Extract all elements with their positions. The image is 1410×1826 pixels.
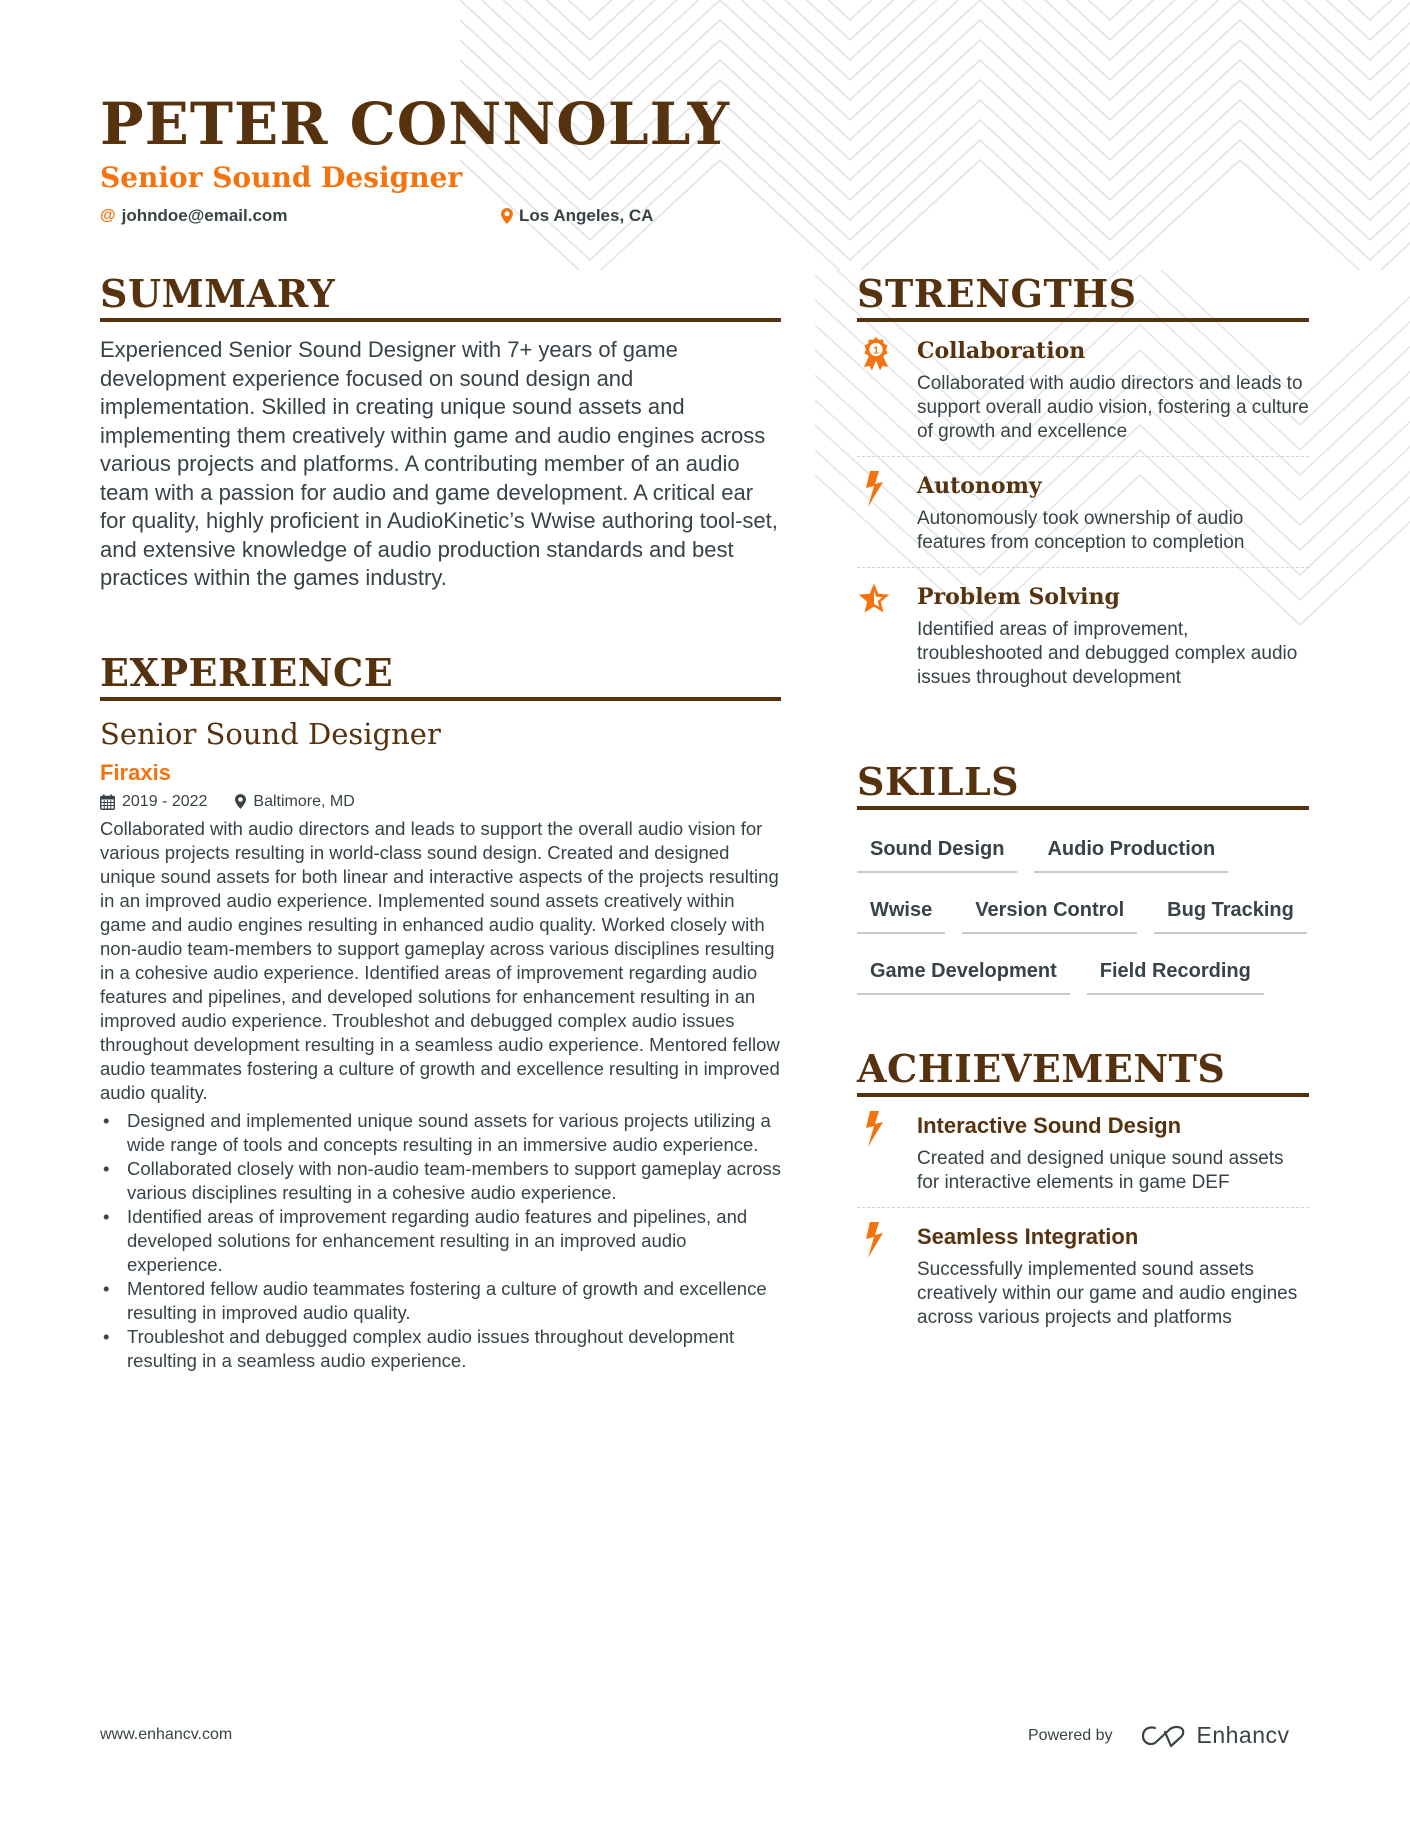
footer-powered-by bbox=[1028, 1722, 1290, 1749]
skill-tag: Bug Tracking bbox=[1154, 885, 1307, 934]
achievements-section bbox=[857, 1047, 1309, 1342]
strength-item bbox=[857, 322, 1309, 457]
job-bullet: • Identified areas of improvement regarding audio features and pipelines, and developed solutions for enhancement resulting in an improved audio experience. bbox=[100, 1205, 781, 1277]
map-pin-icon bbox=[501, 208, 513, 224]
job-location bbox=[235, 791, 354, 813]
strength-description: Autonomously took ownership of audio features from conception to completion bbox=[917, 508, 1245, 553]
email-text: johndoe@email.com bbox=[121, 206, 288, 225]
strength-title: Collaboration bbox=[917, 338, 1086, 364]
contact-location bbox=[501, 206, 653, 226]
skill-tag: Field Recording bbox=[1087, 946, 1264, 995]
job-dates bbox=[100, 791, 207, 813]
achievements-heading: ACHIEVEMENTS bbox=[857, 1047, 1309, 1097]
strength-description: Collaborated with audio directors and leads to support overall audio vision, fostering a culture of growth and excellence bbox=[917, 373, 1309, 442]
achievement-item bbox=[857, 1097, 1309, 1208]
summary-text: Experienced Senior Sound Designer with 7+ years of game development experience focused on sound design and implementation. Skilled in creating unique sound assets and implementing them creatively within game and audio engines across various projects and platforms. A contributing member of an audio team with a passion for audio and game development. A critical ear for quality, highly proficient in AudioKinetic’s Wwise authoring tool-set, and extensive knowledge of audio production standards and best practices within the games industry. bbox=[100, 337, 778, 590]
experience-entry bbox=[100, 715, 781, 1373]
strength-description: Identified areas of improvement, troubleshooted and debugged complex audio issues throughout development bbox=[917, 619, 1298, 688]
strength-title: Autonomy bbox=[917, 473, 1042, 499]
experience-heading: EXPERIENCE bbox=[100, 651, 781, 701]
achievement-title: Seamless Integration bbox=[917, 1224, 1139, 1249]
location-text: Los Angeles, CA bbox=[519, 206, 654, 225]
job-bullet: • Designed and implemented unique sound assets for various projects utilizing a wide range of tools and concepts resulting in an immersive audio experience. bbox=[100, 1109, 781, 1157]
company-name: Firaxis bbox=[100, 759, 171, 785]
experience-section bbox=[100, 651, 781, 1373]
at-icon: @ bbox=[100, 207, 116, 224]
job-bullet: • Troubleshot and debugged complex audio issues throughout development resulting in a seamless audio experience. bbox=[100, 1325, 781, 1373]
skill-tag: Audio Production bbox=[1034, 824, 1228, 873]
job-title: Senior Sound Designer bbox=[100, 716, 441, 751]
award-ribbon-icon bbox=[861, 336, 891, 372]
skill-tag: Wwise bbox=[857, 885, 945, 934]
summary-section bbox=[100, 272, 781, 593]
svg-text:1: 1 bbox=[873, 345, 879, 357]
contact-email[interactable] bbox=[100, 206, 501, 226]
strengths-section bbox=[857, 272, 1309, 702]
enhancv-logo[interactable] bbox=[1141, 1722, 1290, 1749]
enhancv-logo-icon bbox=[1141, 1724, 1187, 1748]
achievement-item bbox=[857, 1208, 1309, 1342]
achievement-description: Created and designed unique sound assets for interactive elements in game DEF bbox=[917, 1148, 1284, 1193]
skill-tag: Version Control bbox=[962, 885, 1137, 934]
contact-info bbox=[100, 206, 800, 226]
skills-section bbox=[857, 760, 1309, 995]
skills-heading: SKILLS bbox=[857, 760, 1309, 810]
job-location-text: Baltimore, MD bbox=[253, 792, 355, 810]
summary-heading: SUMMARY bbox=[100, 272, 781, 322]
calendar-icon bbox=[100, 794, 115, 810]
brand-name: Enhancv bbox=[1196, 1722, 1290, 1748]
left-column bbox=[100, 272, 781, 1373]
resume-header bbox=[100, 88, 800, 226]
skill-tag: Game Development bbox=[857, 946, 1070, 995]
map-pin-icon bbox=[235, 794, 246, 809]
job-bullet: • Collaborated closely with non-audio team-members to support gameplay across various disciplines resulting in a cohesive audio experience. bbox=[100, 1157, 781, 1205]
job-meta bbox=[100, 791, 781, 813]
strength-item bbox=[857, 568, 1309, 702]
half-star-icon bbox=[857, 582, 891, 616]
candidate-name: PETER CONNOLLY bbox=[100, 90, 731, 158]
job-bullet: • Mentored fellow audio teammates fostering a culture of growth and excellence resulting in improved audio quality. bbox=[100, 1277, 781, 1325]
strength-title: Problem Solving bbox=[917, 584, 1120, 610]
job-bullets bbox=[100, 1109, 781, 1373]
skill-tag: Sound Design bbox=[857, 824, 1017, 873]
achievement-description: Successfully implemented sound assets creatively within our game and audio engines across various projects and platforms bbox=[917, 1259, 1298, 1328]
skill-tags bbox=[857, 824, 1309, 995]
strength-item bbox=[857, 457, 1309, 568]
dates-text: 2019 - 2022 bbox=[122, 792, 208, 810]
footer-website[interactable]: www.enhancv.com bbox=[100, 1726, 233, 1743]
powered-by-label: Powered by bbox=[1028, 1726, 1113, 1744]
lightning-bolt-icon bbox=[861, 1111, 885, 1147]
job-description: Collaborated with audio directors and leads to support the overall audio vision for various projects resulting in world-class sound design. Created and designed unique sound assets for both linear and interactive aspects of the projects resulting in an improved audio experience. Implemented sound assets creatively within game and audio engines resulting in enhanced audio quality. Worked closely with non-audio team-members to support gameplay across various disciplines resulting in a cohesive audio experience. Identified areas of improvement regarding audio features and pipelines, and developed solutions for enhancement resulting in an improved audio experience. Troubleshot and debugged complex audio issues throughout development resulting in a seamless audio experience. Mentored fellow audio teammates fostering a culture of growth and excellence resulting in improved audio quality. bbox=[100, 817, 780, 1103]
strengths-heading: STRENGTHS bbox=[857, 272, 1309, 322]
lightning-bolt-icon bbox=[861, 1222, 885, 1258]
lightning-bolt-icon bbox=[861, 471, 885, 507]
right-column bbox=[857, 272, 1309, 1342]
candidate-title: Senior Sound Designer bbox=[100, 161, 463, 194]
achievement-title: Interactive Sound Design bbox=[917, 1113, 1182, 1138]
